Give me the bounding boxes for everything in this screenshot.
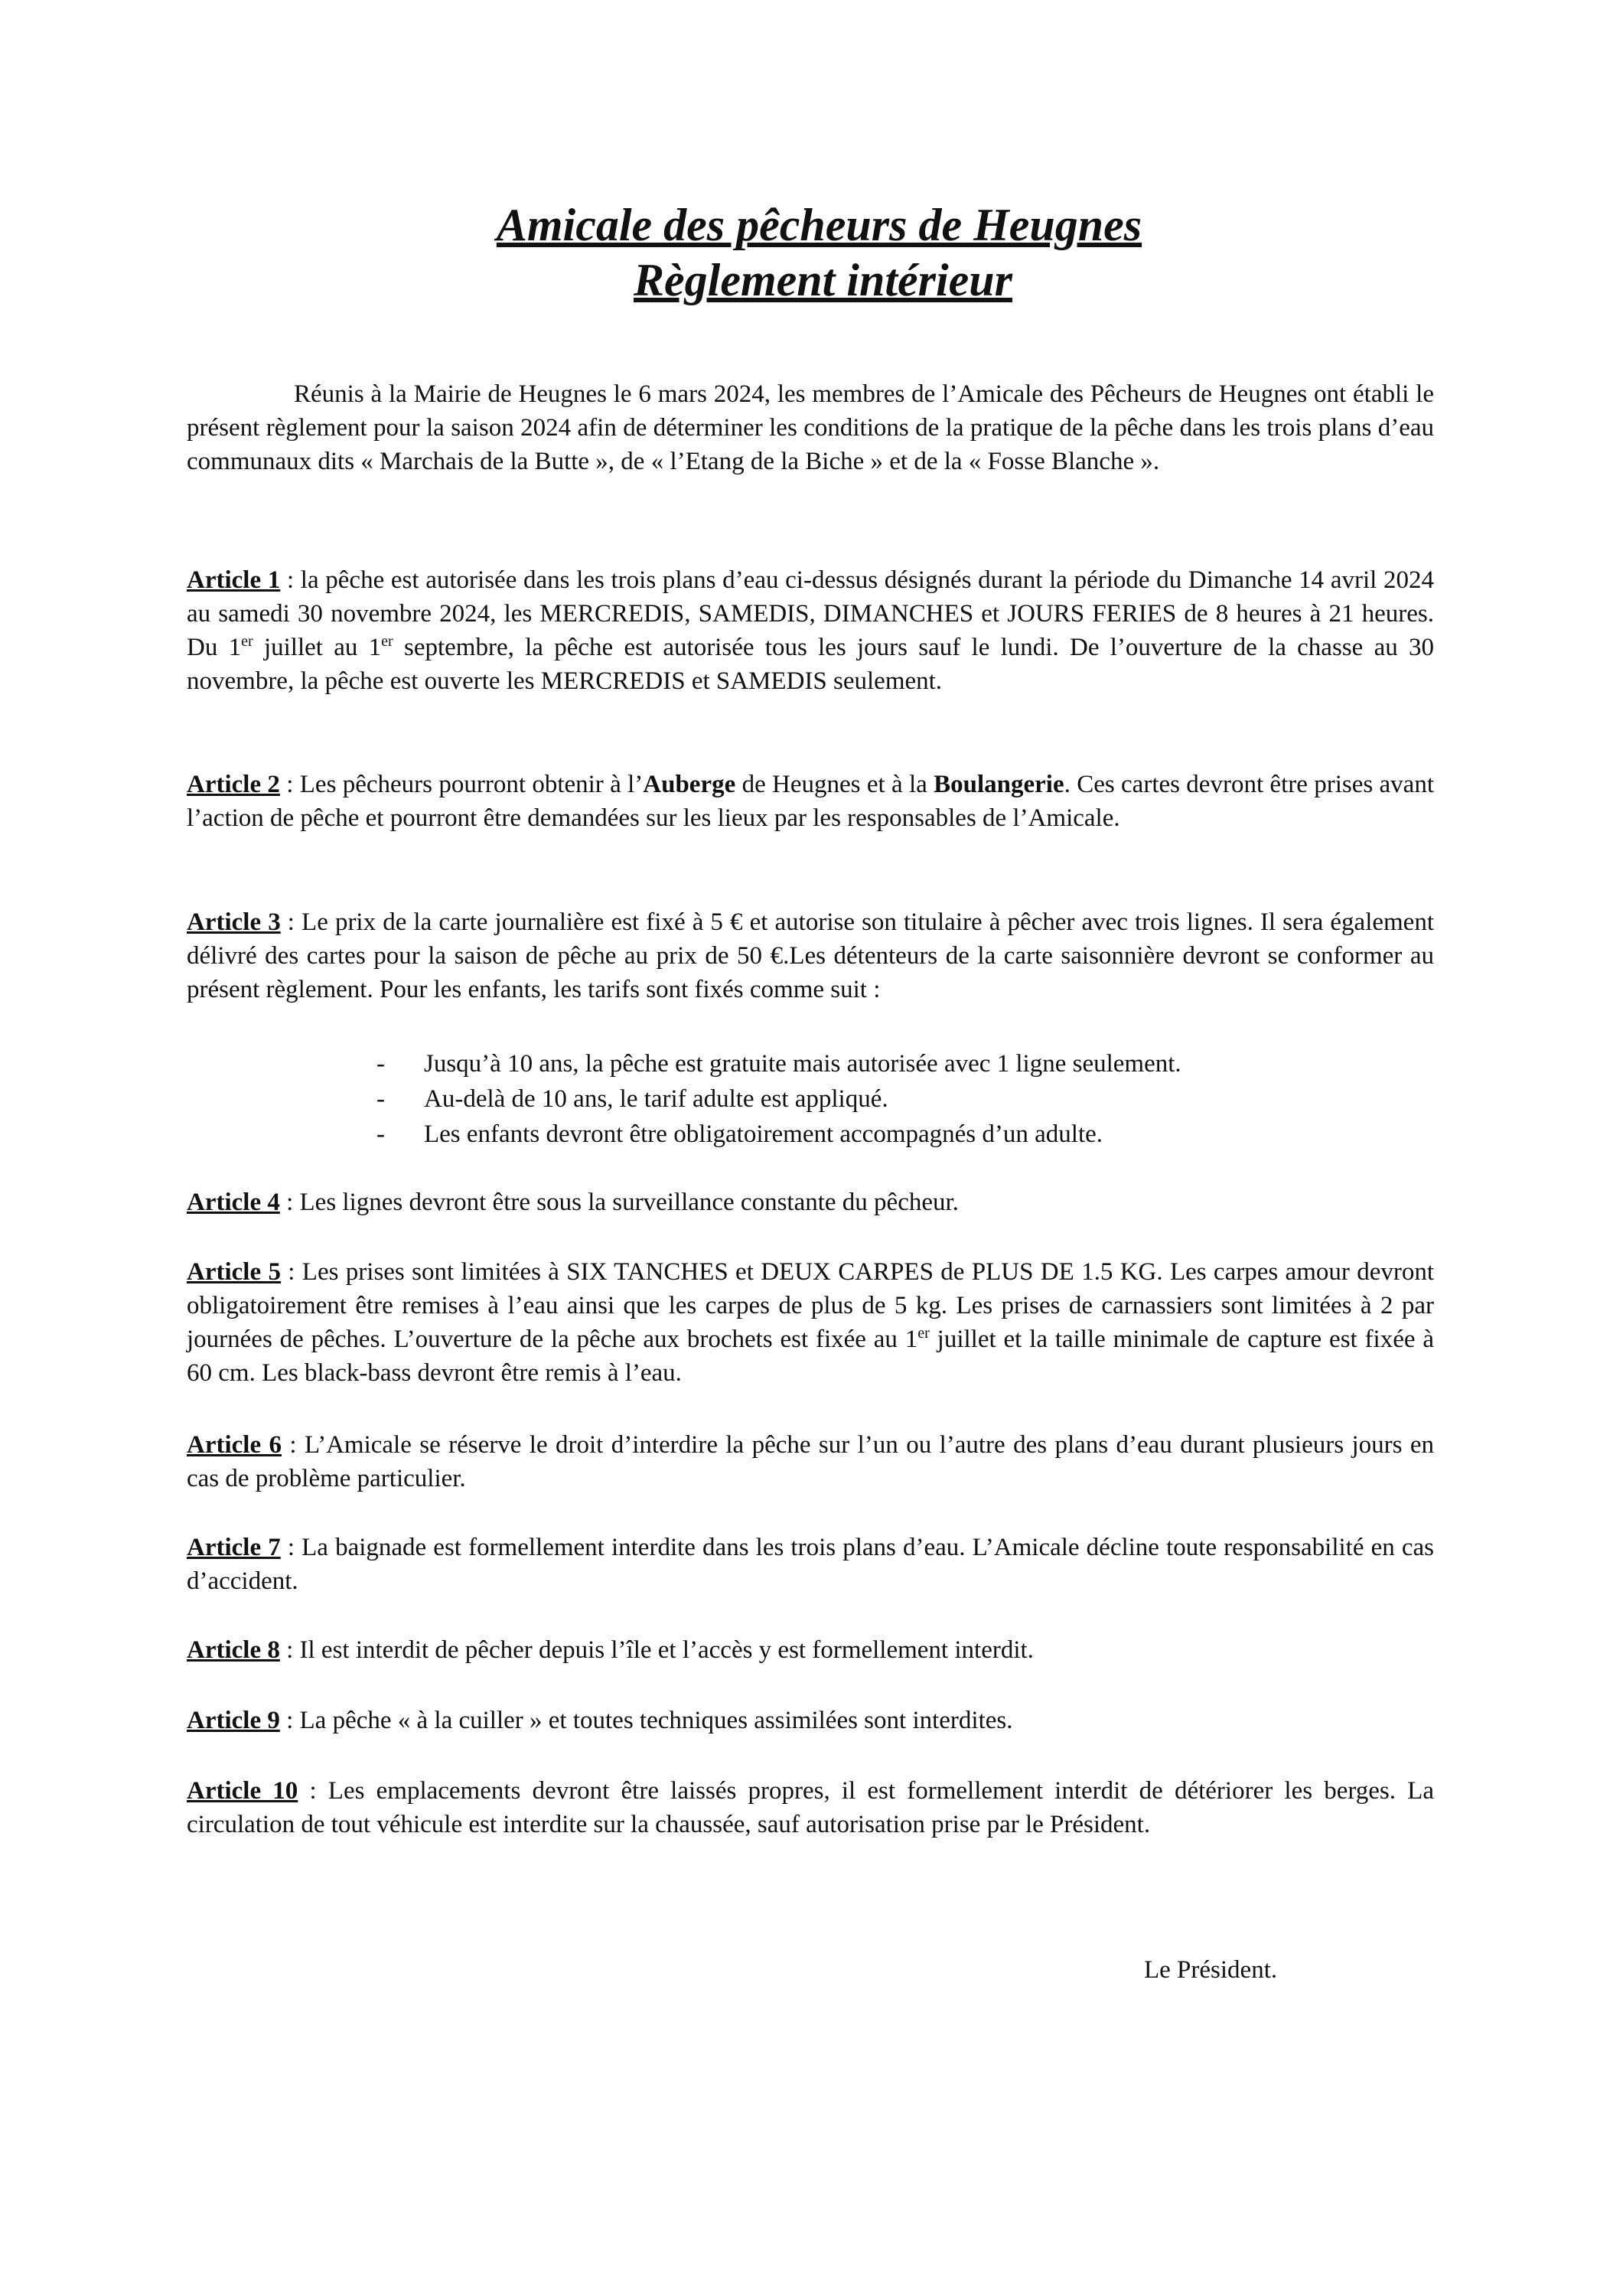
- list-item: - Les enfants devront être obligatoirement accompagnés d’un adulte.: [376, 1120, 1103, 1148]
- article-label: Article 1: [187, 566, 281, 594]
- document-title: Amicale des pêcheurs de Heugnes: [496, 200, 1142, 250]
- article-text: de Heugnes et à la: [735, 771, 934, 798]
- bold-text: Auberge: [643, 771, 736, 798]
- article-text: : Les emplacements devront être laissés propres, il est formellement interdit de détériorer les berges. La circulation de tout véhicule est interdite sur la chaussée, sauf autorisation prise par le Président.: [187, 1777, 1434, 1838]
- article-text: : La pêche « à la cuiller » et toutes techniques assimilées sont interdites.: [279, 1707, 1013, 1734]
- article-label: Article 3: [187, 908, 281, 936]
- article-text: : Les lignes devront être sous la surveillance constante du pêcheur.: [279, 1189, 959, 1216]
- article-text: : L’Amicale se réserve le droit d’interdire la pêche sur l’un ou l’autre des plans d’eau durant plusieurs jours en cas de problème particulier.: [187, 1431, 1434, 1492]
- article-8: [187, 1633, 1434, 1667]
- list-item-text: Au-delà de 10 ans, le tarif adulte est appliqué.: [424, 1085, 888, 1113]
- article-label: Article 9: [187, 1707, 280, 1734]
- signature: Le Président.: [1144, 1956, 1278, 1984]
- article-1: [187, 563, 1434, 698]
- bold-text: Boulangerie: [934, 771, 1064, 798]
- article-label: Article 7: [187, 1534, 281, 1561]
- list-item-text: Les enfants devront être obligatoirement accompagnés d’un adulte.: [424, 1120, 1103, 1148]
- article-3: [187, 905, 1434, 1006]
- document-subtitle: Règlement intérieur: [634, 255, 1012, 305]
- article-label: Article 6: [187, 1431, 282, 1459]
- article-text: : La baignade est formellement interdite dans les trois plans d’eau. L’Amicale décline toute responsabilité en cas d’accident.: [187, 1534, 1434, 1595]
- intro-paragraph: [187, 377, 1434, 478]
- article-label: Article 8: [187, 1636, 280, 1664]
- article-5: [187, 1255, 1434, 1390]
- article-text: : Les prises sont limitées à SIX TANCHES et DEUX CARPES de PLUS DE 1.5 KG. Les carpes amour devront obligatoirement être remises à l’eau ainsi que les carpes de plus de 5 kg. Les prises de carnassiers sont limitées à 2 par journées de pêches. L’ouverture de la pêche aux brochets est fixée au 1: [187, 1258, 1434, 1353]
- article-text: : la pêche est autorisée dans les trois plans d’eau ci-dessus désignés durant la période du Dimanche 14 avril 2024 au samedi 30 novembre 2024, les MERCREDIS, SAMEDIS, DIMANCHES et JOURS FERIES de 8 heures à 21 heures. Du 1: [187, 566, 1434, 661]
- article-7: [187, 1531, 1434, 1598]
- article-label: Article 2: [187, 771, 280, 798]
- article-10: [187, 1774, 1434, 1841]
- superscript: er: [381, 633, 393, 650]
- list-item: - Jusqu’à 10 ans, la pêche est gratuite mais autorisée avec 1 ligne seulement.: [376, 1050, 1181, 1078]
- article-label: Article 5: [187, 1258, 281, 1286]
- intro-text: Réunis à la Mairie de Heugnes le 6 mars 2024, les membres de l’Amicale des Pêcheurs de Heugnes ont établi le présent règlement pour la saison 2024 afin de déterminer les conditions de la pratique de la pêche dans les trois plans d’eau communaux dits « Marchais de la Butte », de « l’Etang de la Biche » et de la « Fosse Blanche ».: [187, 380, 1434, 475]
- article-4: [187, 1186, 1434, 1219]
- superscript: er: [917, 1325, 930, 1342]
- article-label: Article 4: [187, 1189, 280, 1216]
- list-item: - Au-delà de 10 ans, le tarif adulte est appliqué.: [376, 1085, 888, 1113]
- article-label: Article 10: [187, 1777, 298, 1805]
- article-text: . Ces cartes devront être prises avant l’action de pêche et pourront être demandées sur les lieux par les responsables de l’Amicale.: [187, 771, 1434, 832]
- article-9: [187, 1704, 1434, 1737]
- superscript: er: [241, 633, 253, 650]
- article-2: [187, 768, 1434, 835]
- article-text: juillet et la taille minimale de capture est fixée à 60 cm. Les black-bass devront être remis à l’eau.: [187, 1326, 1434, 1387]
- children-tariff-list: [187, 1046, 1434, 1152]
- article-6: [187, 1428, 1434, 1495]
- list-item-text: Jusqu’à 10 ans, la pêche est gratuite mais autorisée avec 1 ligne seulement.: [424, 1050, 1181, 1078]
- article-text: : Le prix de la carte journalière est fixé à 5 € et autorise son titulaire à pêcher avec trois lignes. Il sera également délivré des cartes pour la saison de pêche au prix de 50 €.Les détenteurs de la carte saisonnière devront se conformer au présent règlement. Pour les enfants, les tarifs sont fixés comme suit :: [187, 908, 1434, 1003]
- article-text: septembre, la pêche est autorisée tous les jours sauf le lundi. De l’ouverture de la chasse au 30 novembre, la pêche est ouverte les MERCREDIS et SAMEDIS seulement.: [187, 634, 1434, 695]
- article-text: : Les pêcheurs pourront obtenir à l’: [279, 771, 644, 798]
- article-text: : Il est interdit de pêcher depuis l’île et l’accès y est formellement interdit.: [279, 1636, 1034, 1664]
- article-text: juillet au 1: [253, 634, 382, 661]
